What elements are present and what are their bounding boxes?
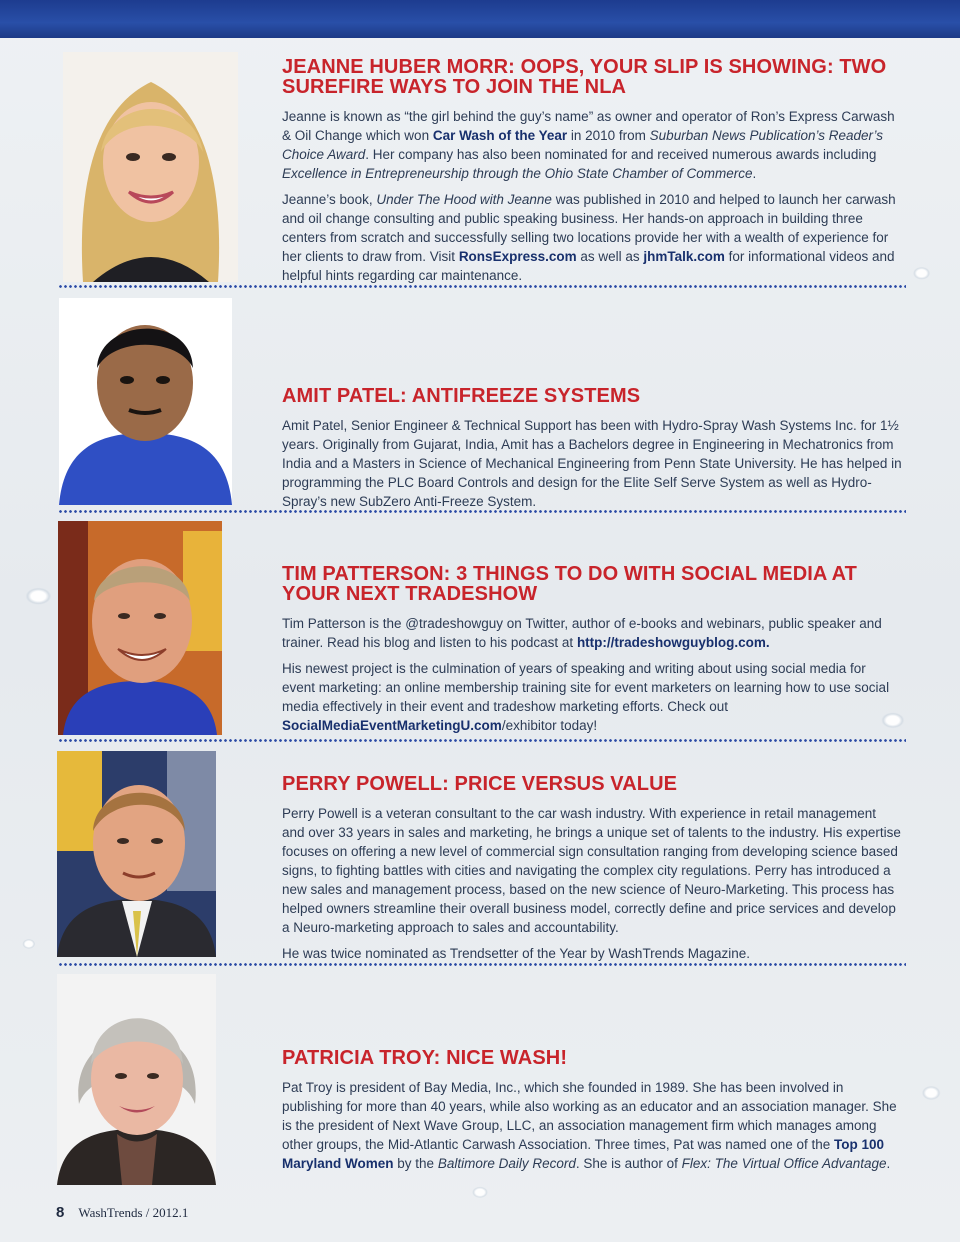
section-divider: [58, 739, 906, 742]
bio-amit: [282, 386, 902, 518]
portrait-man-suit-icon: [57, 751, 216, 957]
bio-paragraph: Amit Patel, Senior Engineer & Technical Support has been with Hydro-Spray Wash Systems Inc. for 1½ years. Originally from Gujarat, India, Amit has a Bachelors degree in Engineering in Mechatronics from India and a Masters in Science of Mechanical Engineering from Penn State University. He has helped in programming the PLC Board Controls and design for the Elite Self Serve System as well as Hydro-Spray’s new SubZero Anti-Freeze System.: [282, 418, 902, 509]
photo-jeanne: [63, 52, 238, 282]
photo-amit: [59, 298, 232, 505]
portrait-man-blue-shirt-icon: [59, 298, 232, 505]
section-divider: [58, 963, 906, 966]
photo-patricia: [57, 974, 216, 1185]
link-socialmediaeventmarketingu[interactable]: SocialMediaEventMarketingU.com: [282, 718, 502, 733]
speaker-heading: JEANNE HUBER MORR: OOPS, YOUR SLIP IS SHOWING: TWO SUREFIRE WAYS TO JOIN THE NLA: [282, 56, 887, 98]
bio-jeanne: [282, 57, 902, 292]
magazine-issue: WashTrends / 2012.1: [78, 1205, 189, 1220]
link-jhmtalk[interactable]: jhmTalk.com: [643, 249, 725, 264]
portrait-smiling-man-icon: [58, 521, 222, 735]
page-number: 8: [56, 1204, 65, 1221]
bio-paragraph: Jeanne is known as “the girl behind the guy’s name” as owner and operator of Ron’s Express Carwash & Oil Change which won Car Wash of the Year in 2010 from Suburban News Publication’s Reader’s Choice Award. Her company has also been nominated for and received numerous awards including Excellence in Entrepreneurship through the Ohio State Chamber of Commerce.: [282, 109, 895, 181]
speaker-heading: PATRICIA TROY: NICE WASH!: [282, 1047, 568, 1069]
photo-tim: [58, 521, 222, 735]
bio-patricia: [282, 1048, 902, 1180]
speaker-heading: PERRY POWELL: PRICE VERSUS VALUE: [282, 773, 678, 795]
section-divider: [58, 285, 906, 288]
header-bar: [0, 0, 960, 38]
bio-paragraph: He was twice nominated as Trendsetter of the Year by WashTrends Magazine.: [282, 946, 750, 961]
speaker-heading: AMIT PATEL: ANTIFREEZE SYSTEMS: [282, 385, 641, 407]
bio-paragraph: Tim Patterson is the @tradeshowguy on Twitter, author of e-books and webinars, public speaker and trainer. Read his blog and listen to his podcast at http://tradeshowguyblog.com.: [282, 616, 882, 650]
page-footer: [56, 1204, 188, 1224]
link-tradeshowguyblog[interactable]: http://tradeshowguyblog.com.: [576, 635, 770, 650]
speaker-heading: TIM PATTERSON: 3 THINGS TO DO WITH SOCIAL MEDIA AT YOUR NEXT TRADESHOW: [282, 563, 857, 605]
bio-paragraph: Perry Powell is a veteran consultant to the car wash industry. With experience in retail management and over 33 years in sales and marketing, he brings a unique set of talents to the industry. His expertise focuses on offering a new level of commercial sign consultation ranging from developing science based signs, to fighting battles with cities and navigating the complex city regulations. Perry has introduced a new sales and management process, based on the new science of Neuro-Marketing. This process has helped owners streamline their overall business model, correctly define and price services and develop a Neuro-marketing approach to sales and accountability.: [282, 806, 901, 935]
bio-perry: [282, 774, 902, 970]
photo-perry: [57, 751, 216, 957]
bio-paragraph: His newest project is the culmination of years of speaking and writing about using social media for event marketing: an online membership training site for event marketers on learning how to use social media effectively in their event and tradeshow marketing efforts. Check out SocialMediaEventMarketingU.com/exhibitor today!: [282, 661, 890, 733]
bio-paragraph: Pat Troy is president of Bay Media, Inc., which she founded in 1989. She has been involved in publishing for more than 40 years, while also working as an educator and an association manager. She is the president of Next Wave Group, LLC, an association management firm which manages among other groups, the Mid-Atlantic Carwash Association. Three times, Pat was named one of the Top 100 Maryland Women by the Baltimore Daily Record. She is author of Flex: The Virtual Office Advantage.: [282, 1080, 897, 1171]
portrait-gray-haired-woman-icon: [57, 974, 216, 1185]
link-ronsexpress[interactable]: RonsExpress.com: [458, 249, 577, 264]
portrait-blonde-woman-icon: [63, 52, 238, 282]
section-divider: [58, 510, 906, 513]
bio-paragraph: Jeanne’s book, Under The Hood with Jeanne was published in 2010 and helped to launch her carwash and oil change consulting and public speaking business. Her hands-on approach in building three centers from scratch and successfully selling two locations provide her with a wealth of experience for her clients to draw from. Visit RonsExpress.com as well as jhmTalk.com for informational videos and helpful hints regarding car maintenance.: [282, 192, 896, 283]
bio-tim: [282, 564, 902, 742]
